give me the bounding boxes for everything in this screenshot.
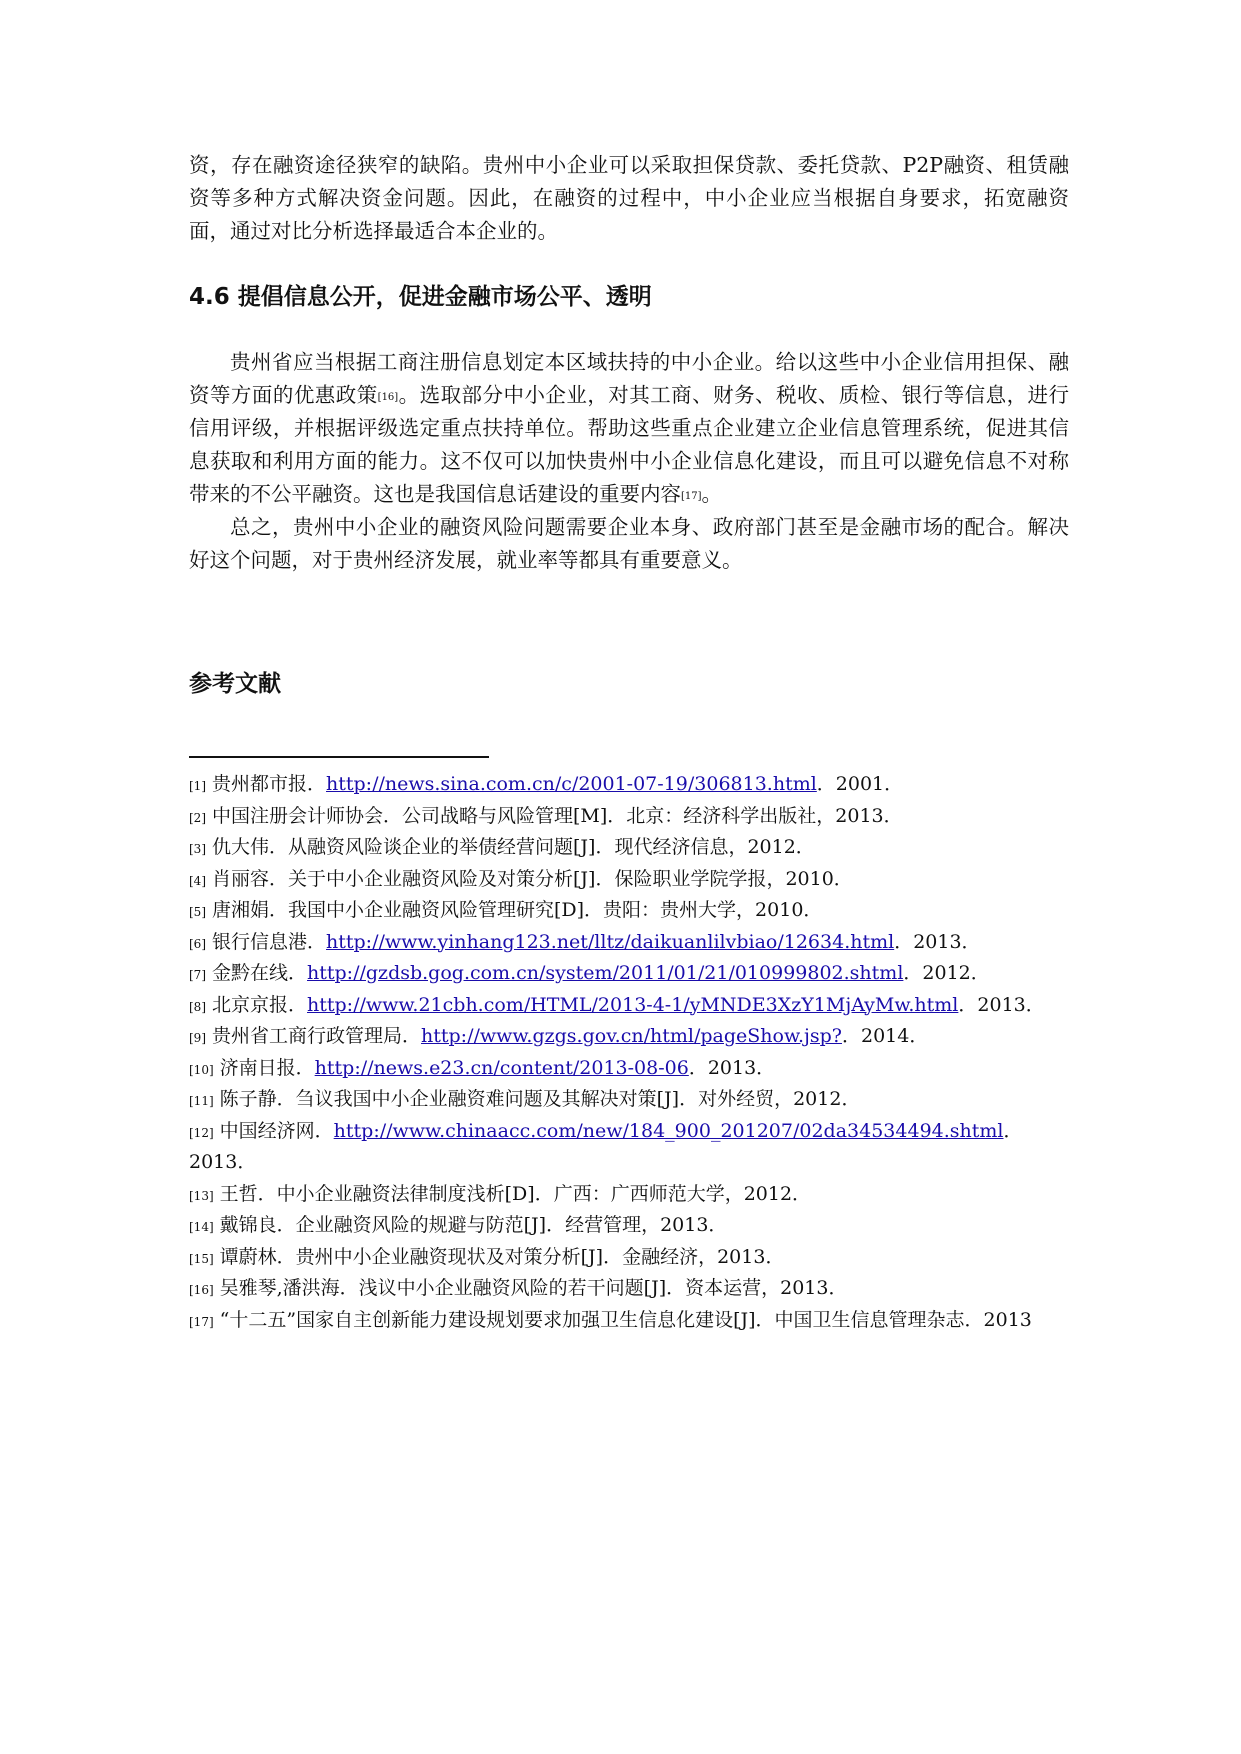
reference-link[interactable]: http://www.yinhang123.net/lltz/daikuanlilvbiao/12634.html xyxy=(326,930,895,953)
reference-item xyxy=(189,990,1069,1022)
reference-item xyxy=(189,801,1069,833)
reference-item xyxy=(189,1116,1069,1179)
reference-suffix: ．2013． xyxy=(688,1056,776,1079)
reference-item xyxy=(189,1273,1069,1305)
reference-link[interactable]: http://www.chinaacc.com/new/184_900_201207/02da34534494.shtml xyxy=(333,1119,1004,1142)
reference-number: [1] xyxy=(189,779,206,793)
reference-link[interactable]: http://www.gzgs.gov.cn/html/pageShow.jsp? xyxy=(421,1025,842,1047)
citation-16: [16] xyxy=(377,392,399,403)
reference-text: 银行信息港． xyxy=(212,930,327,953)
reference-text: 陈子静．刍议我国中小企业融资难问题及其解决对策[J]．对外经贸，2012． xyxy=(219,1088,861,1110)
footnote-divider xyxy=(189,756,489,758)
reference-number: [17] xyxy=(189,1314,214,1329)
reference-item xyxy=(189,1053,1069,1085)
reference-text: 济南日报． xyxy=(219,1056,315,1079)
reference-item xyxy=(189,1210,1069,1242)
reference-item xyxy=(189,958,1069,990)
paragraph-text: 。选取部分中小企业，对其工商、财务、税收、质检、银行等信息，进行信用评级，并根据评级选定重点扶持单位。帮助这些重点企业建立企业信息管理系统，促进其信息获取和利用方面的能力。这不仅可以加快贵州中小企业信息化建设，而且可以避免信息不对称带来的不公平融资。这也是我国信息话建设的重要内容 xyxy=(189,383,1070,506)
paragraph-text: 。 xyxy=(701,482,723,506)
reference-suffix: ．2014． xyxy=(841,1025,929,1047)
reference-link[interactable]: http://news.sina.com.cn/c/2001-07-19/306813.html xyxy=(326,773,817,795)
reference-item xyxy=(189,769,1069,801)
reference-item xyxy=(189,1021,1069,1053)
reference-suffix: ．2013． xyxy=(894,930,981,953)
reference-text: 贵州都市报． xyxy=(212,773,327,795)
reference-link[interactable]: http://www.21cbh.com/HTML/2013-4-1/yMNDE3XzY1MjAyMw.html xyxy=(307,993,959,1016)
reference-number: [13] xyxy=(189,1188,214,1203)
reference-item xyxy=(189,1305,1069,1337)
reference-suffix: ．2001． xyxy=(816,773,904,795)
reference-text: 仇大伟．从融资风险谈企业的举债经营问题[J]．现代经济信息，2012． xyxy=(212,836,815,858)
reference-link[interactable]: http://gzdsb.gog.com.cn/system/2011/01/21/010999802.shtml xyxy=(307,962,904,984)
reference-number: [4] xyxy=(189,873,206,888)
reference-number: [3] xyxy=(189,842,206,856)
reference-item xyxy=(189,927,1069,959)
reference-suffix: ．2013． xyxy=(189,1119,1023,1173)
reference-text: 肖丽容．关于中小企业融资风险及对策分析[J]．保险职业学院学报，2010． xyxy=(212,867,853,890)
reference-number: [7] xyxy=(189,968,206,982)
reference-text: 吴雅琴,潘洪海．浅议中小企业融资风险的若干问题[J]．资本运营，2013． xyxy=(219,1277,848,1299)
reference-number: [8] xyxy=(189,999,206,1014)
reference-text: 金黔在线． xyxy=(212,962,308,984)
reference-number: [5] xyxy=(189,905,206,919)
section-heading-4-6: 4.6 提倡信息公开，促进金融市场公平、透明 xyxy=(189,284,652,310)
summary-paragraph: 总之，贵州中小企业的融资风险问题需要企业本身、政府部门甚至是金融市场的配合。解决好这个问题，对于贵州经济发展，就业率等都具有重要意义。 xyxy=(189,515,1069,572)
reference-item xyxy=(189,895,1069,927)
section-paragraph-1 xyxy=(189,346,1069,511)
reference-number: [11] xyxy=(189,1094,214,1108)
reference-text: 戴锦良．企业融资风险的规避与防范[J]．经营管理，2013． xyxy=(219,1214,728,1236)
reference-suffix: ．2013． xyxy=(958,993,1045,1016)
reference-item xyxy=(189,1242,1069,1274)
reference-item xyxy=(189,864,1069,896)
reference-text: 中国经济网． xyxy=(219,1119,334,1142)
reference-text: 贵州省工商行政管理局． xyxy=(212,1025,422,1047)
reference-text: 唐湘娟．我国中小企业融资风险管理研究[D]．贵阳：贵州大学，2010． xyxy=(212,899,823,921)
reference-item xyxy=(189,1179,1069,1211)
references-heading: 参考文献 xyxy=(189,671,281,697)
reference-number: [12] xyxy=(189,1125,214,1140)
reference-item xyxy=(189,1084,1069,1116)
reference-number: [6] xyxy=(189,936,206,951)
reference-item xyxy=(189,832,1069,864)
paragraph-text: 贵州省应当根据工商注册信息划定本区域扶持的中小企业。给以这些中小企业信用担保、融资等方面的优惠政策 xyxy=(189,350,1069,407)
reference-text: “十二五”国家自主创新能力建设规划要求加强卫生信息化建设[J]．中国卫生信息管理杂志．2013 xyxy=(219,1308,1032,1331)
reference-text: 谭蔚林．贵州中小企业融资现状及对策分析[J]．金融经济，2013． xyxy=(219,1245,785,1268)
citation-17: [17] xyxy=(681,491,702,502)
reference-text: 北京京报． xyxy=(212,993,308,1016)
reference-number: [16] xyxy=(189,1283,214,1297)
reference-number: [14] xyxy=(189,1220,214,1234)
reference-number: [9] xyxy=(189,1031,206,1045)
reference-text: 王哲．中小企业融资法律制度浅析[D]．广西：广西师范大学，2012． xyxy=(219,1182,812,1205)
reference-number: [2] xyxy=(189,810,206,825)
reference-number: [15] xyxy=(189,1251,214,1266)
reference-link[interactable]: http://news.e23.cn/content/2013-08-06 xyxy=(314,1056,689,1079)
reference-text: 中国注册会计师协会．公司战略与风险管理[M]．北京：经济科学出版社，2013． xyxy=(212,804,903,827)
intro-paragraph: 资，存在融资途径狭窄的缺陷。贵州中小企业可以采取担保贷款、委托贷款、P2P融资、租赁融资等多种方式解决资金问题。因此，在融资的过程中，中小企业应当根据自身要求，拓宽融资面，通过对比分析选择最适合本企业的。 xyxy=(189,153,1069,243)
reference-list xyxy=(189,769,1069,1336)
reference-suffix: ．2012． xyxy=(903,962,990,984)
reference-number: [10] xyxy=(189,1062,214,1077)
